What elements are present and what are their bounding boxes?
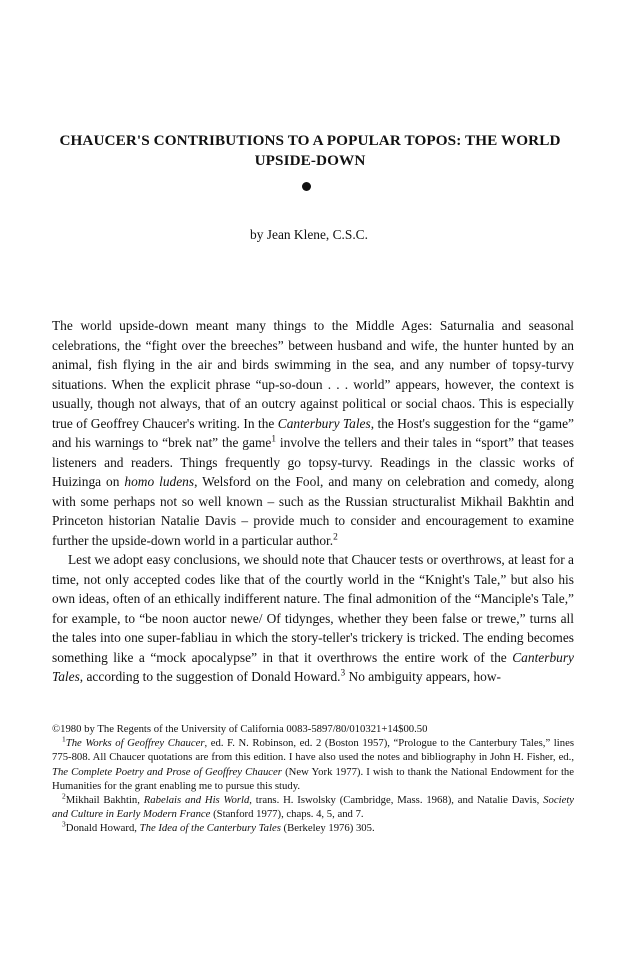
italic-title: Canterbury Tales [277,415,371,431]
article-title: CHAUCER'S CONTRIBUTIONS TO A POPULAR TOPOS: THE WORLD UPSIDE-DOWN [59,132,561,169]
text-run: (Berkeley 1976) 305. [280,822,375,835]
text-run: The world upside-down meant many things to the Middle Ages: Saturnalia and seasonal celebrations, the “fight over the breeches” between husband and wife, the hunter hunted by an animal, fish flying in the air and birds swimming in the sea, and any number of topsy-turvy situations. When the explicit phrase “up-so-doun . . . world” appears, however, the context is usually, though not always, that of an outcry against political or social chaos. This is especially true of Geoffrey Chaucer's writing. In the [52,318,574,431]
author-byline: by Jean Klene, C.S.C. [250,227,368,242]
text-run: , Welsford on the Fool, and many on celebration and comedy, along with some perhaps not so well known – such as the Russian structuralist Mikhail Bakhtin and Princeton historian Natalie Davis – provide much to consider and encouragement to examine further the upside-down world in a particular author. [52,474,574,548]
body-paragraph-1 [52,316,574,550]
footnote-number: 2 [62,791,66,801]
footnote-ref-2: 2 [333,532,338,543]
text-run: (Stanford 1977), chaps. 4, 5, and 7. [210,808,364,821]
italic-title: Canterbury Tales [52,649,574,684]
footnotes [52,722,574,836]
italic-title: Society and Culture in Early Modern France [52,794,575,821]
article-body [52,316,574,687]
text-run: Lest we adopt easy conclusions, we should note that Chaucer tests or overthrows, at least for a time, not only accepted codes like that of the courtly world in the “Knight's Tale,” but also his own ideas, often of an ethically indifferent nature. The final admonition of the “Manciple's Tale,” for example, to “be noon auctor newe/ Of tidynges, whether they been false or trewe,” turns all the tales into one super-fabliau in which the story-teller's trickery is tricked. The ending becomes something like a “mock apocalypse” in that it overthrows the entire work of the [52,552,574,665]
text-run: Mikhail Bakhtin, [65,794,144,807]
italic-term: homo ludens [124,474,195,489]
text-run: , ed. F. N. Robinson, ed. 2 (Boston 1957), “Prologue to the Canterbury Tales,” lines 775-808. All Chaucer quotations are from this edition. I have also used the notes and bibliography in John H. Fisher, ed., [52,737,574,764]
copyright-line: ©1980 by The Regents of the University of California 0083-5897/80/010321+14$00.50 [52,723,428,735]
text-run: , according to the suggestion of Donald Howard. [79,669,341,684]
italic-title: The Idea of the Canterbury Tales [139,822,281,835]
footnote-number: 1 [62,734,66,744]
footnote-number: 3 [62,819,66,829]
footnote-2 [52,793,574,821]
footnote-3 [52,821,574,835]
bullet-ornament-icon [302,182,311,191]
text-run: No ambiguity appears, how- [345,669,501,684]
text-run: , trans. H. Iswolsky (Cambridge, Mass. 1968), and Natalie Davis, [249,794,544,807]
text-run: , the Host's suggestion for the “game” and his warnings to “brek nat” the game [52,415,574,450]
text-run: involve the tellers and their tales in “sport” that teases listeners and readers. Things frequently go topsy-turvy. Readings in the classic works of Huizinga on [52,435,574,489]
footnote-ref-1: 1 [271,434,276,445]
italic-title: Rabelais and His World [143,794,250,807]
text-run: Donald Howard, [65,822,140,835]
footnote-1 [52,736,574,793]
body-paragraph-2 [52,550,574,687]
text-run: (New York 1977). I wish to thank the National Endowment for the Humanities for the grant enabling me to pursue this study. [52,765,575,792]
footnote-ref-3: 3 [340,668,346,679]
italic-title: The Works of Geoffrey Chaucer [65,737,205,750]
italic-title: The Complete Poetry and Prose of Geoffrey Chaucer [52,765,282,778]
